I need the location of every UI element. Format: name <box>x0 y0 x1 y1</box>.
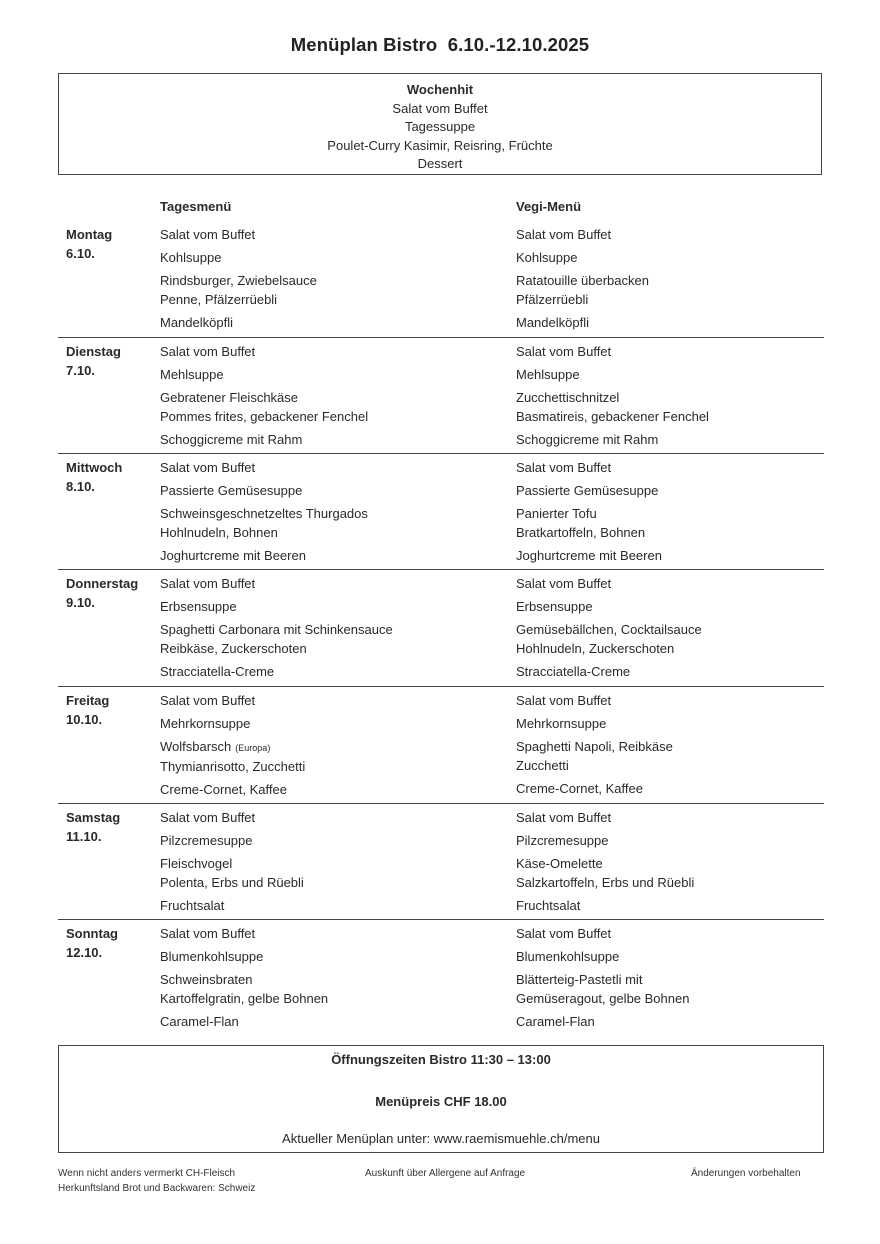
day-name: Mittwoch <box>66 460 123 475</box>
menu-item-soup: Kohlsuppe <box>160 250 222 265</box>
menu-item-soup: Mehrkornsuppe <box>160 716 251 731</box>
tagesmenu-column <box>160 925 328 1031</box>
weekly-special-title: Wochenhit <box>406 82 474 97</box>
menu-item-salad: Salat vom Buffet <box>160 576 256 591</box>
footer-origin-note <box>58 1166 255 1196</box>
vegimenu-column <box>516 692 673 798</box>
info-box <box>58 1045 824 1153</box>
menu-item-dessert: Fruchtsalat <box>160 897 225 913</box>
menu-item-dessert: Stracciatella-Creme <box>516 663 631 679</box>
menu-item-soup: Pilzcremesuppe <box>516 833 609 848</box>
menu-item-main2: Thymianrisotto, Zucchetti <box>160 758 306 774</box>
menu-item-dessert: Creme-Cornet, Kaffee <box>160 781 287 797</box>
day-row <box>58 459 824 570</box>
day-row <box>58 692 824 804</box>
menu-item-dessert: Creme-Cornet, Kaffee <box>516 780 643 796</box>
vegimenu-column <box>516 226 649 332</box>
menu-item-dessert: Fruchtsalat <box>516 897 581 913</box>
menu-item-salad: Salat vom Buffet <box>516 227 612 242</box>
day-label <box>66 226 112 263</box>
menu-item-main1: Zucchettischnitzel <box>516 390 620 405</box>
column-header-tagesmenu: Tagesmenü <box>160 199 232 214</box>
menu-item-main1: Fleischvogel <box>160 856 233 871</box>
vegimenu-column <box>516 809 694 915</box>
day-label <box>66 809 120 846</box>
menu-item-salad: Salat vom Buffet <box>516 460 612 475</box>
menu-item-salad: Salat vom Buffet <box>160 693 256 708</box>
day-date: 10.10. <box>66 711 103 727</box>
menu-item-main1: Schweinsbraten <box>160 972 253 987</box>
vegimenu-column <box>516 459 662 565</box>
menu-item-main2: Reibkäse, Zuckerschoten <box>160 640 307 656</box>
menu-item-main2: Zucchetti <box>516 757 569 773</box>
menu-item-main2: Penne, Pfälzerrüebli <box>160 291 278 307</box>
menu-item-soup: Erbsensuppe <box>160 599 237 614</box>
day-label <box>66 692 109 729</box>
menu-item-main1: Ratatouille überbacken <box>516 273 649 288</box>
day-date: 9.10. <box>66 594 95 610</box>
menu-item-dessert: Stracciatella-Creme <box>160 663 275 679</box>
opening-hours: Öffnungszeiten Bistro 11:30 – 13:00 <box>331 1052 551 1067</box>
menu-item-soup: Erbsensuppe <box>516 599 593 614</box>
menu-item-main1: Blätterteig-Pastetli mit <box>516 972 643 987</box>
day-row <box>58 343 824 454</box>
menu-item-dessert: Schoggicreme mit Rahm <box>160 431 303 447</box>
menu-item-main2: Pommes frites, gebackener Fenchel <box>160 408 369 424</box>
menu-item-soup: Mehlsuppe <box>160 367 224 382</box>
day-name: Donnerstag <box>66 576 139 591</box>
footer-bread-origin: Herkunftsland Brot und Backwaren: Schweiz <box>58 1183 256 1194</box>
origin-note: (Europa) <box>235 743 271 753</box>
day-row <box>58 575 824 687</box>
day-label <box>66 459 122 496</box>
menu-item-main2: Gemüseragout, gelbe Bohnen <box>516 990 690 1006</box>
menu-item-dessert: Caramel-Flan <box>160 1013 239 1029</box>
vegimenu-column <box>516 575 702 681</box>
menu-item-main1: Gemüsebällchen, Cocktailsauce <box>516 622 702 637</box>
weekly-special-item: Dessert <box>417 156 463 172</box>
menu-item-soup: Passierte Gemüsesuppe <box>160 483 303 498</box>
menu-item-salad: Salat vom Buffet <box>160 460 256 475</box>
menu-item-salad: Salat vom Buffet <box>160 344 256 359</box>
menu-item-dessert: Schoggicreme mit Rahm <box>516 431 659 447</box>
day-row <box>58 925 824 1035</box>
vegimenu-column <box>516 925 689 1031</box>
day-row <box>58 226 824 338</box>
menu-price: Menüpreis CHF 18.00 <box>375 1094 507 1109</box>
weekly-special-item: Tagessuppe <box>404 119 476 135</box>
menu-item-main1: Schweinsgeschnetzeltes Thurgados <box>160 506 368 521</box>
day-name: Samstag <box>66 810 121 825</box>
weekly-special-box <box>58 73 822 175</box>
day-label <box>66 343 121 380</box>
menu-url-line: Aktueller Menüplan unter: www.raemismuehle.ch/menu <box>282 1131 600 1146</box>
day-date: 6.10. <box>66 245 95 261</box>
footer-meat-origin: Wenn nicht anders vermerkt CH-Fleisch <box>58 1168 236 1179</box>
menu-item-soup: Blumenkohlsuppe <box>160 949 264 964</box>
menu-item-main2: Polenta, Erbs und Rüebli <box>160 874 304 890</box>
menu-item-main2: Kartoffelgratin, gelbe Bohnen <box>160 990 329 1006</box>
menu-item-main1: Rindsburger, Zwiebelsauce <box>160 273 317 288</box>
menu-item-main1: Käse-Omelette <box>516 856 603 871</box>
menu-item-soup: Kohlsuppe <box>516 250 578 265</box>
menu-item-soup: Blumenkohlsuppe <box>516 949 620 964</box>
menu-item-dessert: Mandelköpfli <box>516 314 589 330</box>
menu-item-salad: Salat vom Buffet <box>516 926 612 941</box>
menu-item-salad: Salat vom Buffet <box>516 344 612 359</box>
menu-item-dessert: Joghurtcreme mit Beeren <box>160 547 306 563</box>
menu-item-main1: Spaghetti Carbonara mit Schinkensauce <box>160 622 393 637</box>
day-label <box>66 575 138 612</box>
tagesmenu-column <box>160 343 368 449</box>
page-title: Menüplan Bistro 6.10.-12.10.2025 <box>290 34 590 55</box>
day-date: 8.10. <box>66 478 95 494</box>
menu-item-main2: Salzkartoffeln, Erbs und Rüebli <box>516 874 695 890</box>
menu-item-soup: Passierte Gemüsesuppe <box>516 483 659 498</box>
menu-item-salad: Salat vom Buffet <box>160 926 256 941</box>
day-date: 11.10. <box>66 828 102 844</box>
menu-item-main-name: Wolfsbarsch <box>160 739 232 754</box>
menu-item-main2: Hohlnudeln, Bohnen <box>160 524 278 540</box>
menu-item-main2: Basmatireis, gebackener Fenchel <box>516 408 709 424</box>
day-name: Montag <box>66 227 113 242</box>
day-label <box>66 925 118 962</box>
day-name: Freitag <box>66 693 110 708</box>
day-row <box>58 809 824 920</box>
menu-item-soup: Pilzcremesuppe <box>160 833 253 848</box>
menu-item-dessert: Caramel-Flan <box>516 1013 595 1029</box>
menu-item-main1 <box>160 738 305 758</box>
menu-item-main2: Pfälzerrüebli <box>516 291 589 307</box>
menu-item-salad: Salat vom Buffet <box>516 810 612 825</box>
tagesmenu-column <box>160 692 305 799</box>
menu-item-main1: Spaghetti Napoli, Reibkäse <box>516 739 673 754</box>
menu-item-salad: Salat vom Buffet <box>160 810 256 825</box>
vegimenu-column <box>516 343 709 449</box>
tagesmenu-column <box>160 459 368 565</box>
menu-item-salad: Salat vom Buffet <box>516 693 612 708</box>
menu-item-soup: Mehrkornsuppe <box>516 716 607 731</box>
weekly-special-item: Poulet-Curry Kasimir, Reisring, Früchte <box>327 137 553 153</box>
column-header-vegimenu: Vegi-Menü <box>516 199 582 214</box>
day-name: Sonntag <box>66 926 118 941</box>
menu-item-main1: Panierter Tofu <box>516 506 597 521</box>
day-date: 7.10. <box>66 362 95 378</box>
tagesmenu-column <box>160 809 304 915</box>
weekly-special-item: Salat vom Buffet <box>392 100 488 116</box>
tagesmenu-column <box>160 575 393 681</box>
menu-item-soup: Mehlsuppe <box>516 367 580 382</box>
menu-item-main2: Hohlnudeln, Zuckerschoten <box>516 640 675 656</box>
menu-item-dessert: Joghurtcreme mit Beeren <box>516 547 662 563</box>
tagesmenu-column <box>160 226 317 332</box>
menu-item-main1: Gebratener Fleischkäse <box>160 390 299 405</box>
menu-item-main2: Bratkartoffeln, Bohnen <box>516 524 646 540</box>
day-date: 12.10. <box>66 944 103 960</box>
footer-changes: Änderungen vorbehalten <box>691 1168 801 1179</box>
menu-item-salad: Salat vom Buffet <box>160 227 256 242</box>
footer-allergens: Auskunft über Allergene auf Anfrage <box>365 1168 526 1179</box>
menu-item-dessert: Mandelköpfli <box>160 314 233 330</box>
day-name: Dienstag <box>66 344 121 359</box>
menu-item-salad: Salat vom Buffet <box>516 576 612 591</box>
